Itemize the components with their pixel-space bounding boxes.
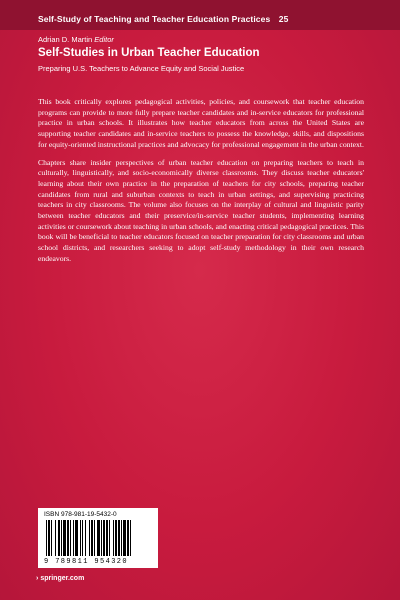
barcode-stripe (55, 520, 56, 556)
barcode-stripe (58, 520, 60, 556)
barcode-stripe (121, 520, 122, 556)
publisher-website (36, 575, 84, 582)
barcode-stripe (106, 520, 108, 556)
barcode-stripe (118, 520, 120, 556)
barcode-graphic (44, 520, 152, 558)
barcode-stripe (103, 520, 105, 556)
blurb-paragraph-2: Chapters share insider perspectives of urban teacher education on preparing teachers to teach in culturally, linguistically, and socio-economically diverse classrooms. They discuss teacher educators' learning about their own practice in the preparation of teachers for city schools, preparing teacher candidates from rural and suburban contexts to teach in urban settings, and supervising practicing teachers in city classrooms. The volume also focuses on the interplay of cultural and linguistic parity between teacher educators and their preservice/in-service teacher students, implementing learning activities or coursework about teaching in urban schools, and enacting critical pedagogical practices. This book will be beneficial to teacher educators focused on teacher preparation for city classrooms and urban school districts, and researchers seeking to adopt self-study methodology in their own research endeavors. (38, 157, 364, 263)
barcode-stripe (123, 520, 126, 556)
barcode-stripe (101, 520, 102, 556)
editor-name: Adrian D. Martin (38, 35, 93, 44)
barcode-stripe (70, 520, 71, 556)
barcode-stripe (127, 520, 129, 556)
barcode-stripe (94, 520, 95, 556)
barcode-stripe (109, 520, 110, 556)
barcode-stripe (85, 520, 86, 556)
editor-line (38, 35, 114, 44)
barcode-stripe (130, 520, 131, 556)
series-name: Self-Study of Teaching and Teacher Education Practices (38, 14, 271, 24)
barcode-stripe (113, 520, 114, 556)
barcode-stripe (63, 520, 66, 556)
barcode-stripe (48, 520, 50, 556)
book-subtitle: Preparing U.S. Teachers to Advance Equity and Social Justice (38, 64, 245, 73)
barcode-stripe (91, 520, 93, 556)
editor-role: Editor (94, 35, 114, 44)
barcode-stripe (51, 520, 52, 556)
arrow-icon: › (36, 575, 39, 582)
barcode-stripe (89, 520, 90, 556)
barcode-stripe (46, 520, 47, 556)
series-title (38, 14, 288, 24)
book-title: Self-Studies in Urban Teacher Education (38, 47, 260, 59)
back-cover-blurb (38, 97, 364, 272)
barcode-stripe (80, 520, 81, 556)
blurb-paragraph-1: This book critically explores pedagogical activities, policies, and coursework that teacher education programs can provide to more fully prepare teacher candidates and in-service educators for professional practice in urban schools. It illustrates how teacher educators from across the United States are supporting teacher candidates and in-service teachers to possess the knowledge, skills, and dispositions for equity-oriented instructional practices and advocacy for professional engagement in the urban context. (38, 97, 364, 149)
barcode-digits: 9 789811 954320 (44, 558, 129, 566)
series-number: 25 (278, 14, 289, 24)
barcode-stripe (115, 520, 117, 556)
barcode-stripe (67, 520, 69, 556)
barcode-panel (38, 508, 158, 568)
barcode-stripe (82, 520, 83, 556)
barcode-stripe (73, 520, 74, 556)
barcode-stripe (97, 520, 100, 556)
isbn-text: ISBN 978-981-19-5432-0 (44, 511, 117, 518)
barcode-stripe (61, 520, 62, 556)
barcode-stripe (75, 520, 78, 556)
website-text: springer.com (40, 575, 85, 582)
